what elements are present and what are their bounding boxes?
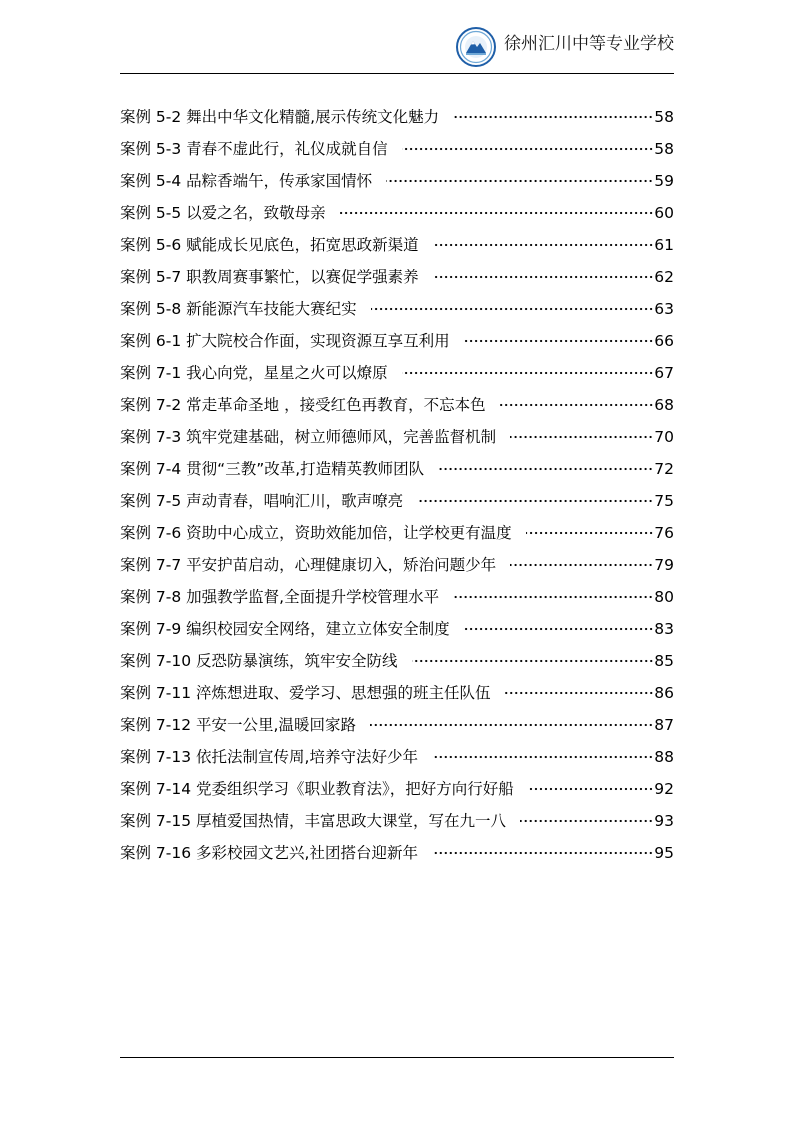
toc-entry-page-number: 87 — [654, 716, 674, 734]
school-name: 徐州汇川中等专业学校 — [504, 34, 674, 54]
toc-entry-title: 案例 7-4 贯彻“三教”改革,打造精英教师团队 — [120, 460, 425, 478]
toc-entry[interactable] — [120, 516, 674, 548]
toc-dot-leader — [370, 710, 653, 740]
toc-entry-title: 案例 7-13 依托法制宣传周,培养守法好少年 — [120, 748, 418, 766]
toc-dot-leader — [412, 646, 654, 676]
toc-dot-leader — [417, 486, 653, 516]
toc-dot-leader — [500, 390, 654, 420]
toc-dot-leader — [371, 294, 654, 324]
toc-entry-title: 案例 7-15 厚植爱国热情，丰富思政大课堂，写在九一八 — [120, 812, 507, 830]
toc-entry-page-number: 83 — [654, 620, 674, 638]
toc-dot-leader — [520, 806, 653, 836]
footer-divider — [120, 1057, 674, 1058]
toc-entry[interactable] — [120, 132, 674, 164]
toc-entry-page-number: 88 — [654, 748, 674, 766]
toc-dot-leader — [432, 742, 653, 772]
toc-entry-title: 案例 7-16 多彩校园文艺兴,社团搭台迎新年 — [120, 844, 418, 862]
toc-dot-leader — [386, 166, 653, 196]
toc-dot-leader — [438, 454, 653, 484]
toc-entry[interactable] — [120, 644, 674, 676]
toc-entry-page-number: 66 — [654, 332, 674, 350]
toc-entry-page-number: 75 — [654, 492, 674, 510]
toc-entry-title: 案例 7-8 加强教学监督,全面提升学校管理水平 — [120, 588, 440, 606]
toc-dot-leader — [464, 614, 654, 644]
toc-entry-title: 案例 5-7 职教周赛事繁忙，以赛促学强素养 — [120, 268, 419, 286]
toc-entry[interactable] — [120, 164, 674, 196]
toc-entry-page-number: 58 — [654, 140, 674, 158]
table-of-contents — [120, 100, 674, 868]
toc-entry[interactable] — [120, 324, 674, 356]
toc-entry-page-number: 72 — [654, 460, 674, 478]
toc-entry-title: 案例 7-12 平安一公里,温暖回家路 — [120, 716, 356, 734]
toc-entry[interactable] — [120, 388, 674, 420]
toc-entry-title: 案例 7-6 资助中心成立，资助效能加倍，让学校更有温度 — [120, 524, 512, 542]
toc-entry-title: 案例 5-3 青春不虚此行，礼仪成就自信 — [120, 140, 388, 158]
toc-entry[interactable] — [120, 580, 674, 612]
toc-entry-title: 案例 7-3 筑牢党建基础，树立师德师风，完善监督机制 — [120, 428, 497, 446]
school-emblem-icon — [456, 27, 496, 67]
toc-entry[interactable] — [120, 484, 674, 516]
toc-entry[interactable] — [120, 676, 674, 708]
toc-entry-title: 案例 7-2 常走革命圣地 ，接受红色再教育，不忘本色 — [120, 396, 486, 414]
toc-entry[interactable] — [120, 228, 674, 260]
toc-entry[interactable] — [120, 420, 674, 452]
toc-entry-page-number: 95 — [654, 844, 674, 862]
toc-dot-leader — [510, 550, 653, 580]
toc-dot-leader — [432, 838, 653, 868]
toc-entry-page-number: 70 — [654, 428, 674, 446]
toc-entry[interactable] — [120, 836, 674, 868]
toc-entry[interactable] — [120, 612, 674, 644]
toc-entry-page-number: 60 — [654, 204, 674, 222]
toc-dot-leader — [453, 582, 653, 612]
toc-dot-leader — [433, 230, 654, 260]
toc-dot-leader — [453, 102, 653, 132]
toc-entry-page-number: 62 — [654, 268, 674, 286]
toc-entry-page-number: 61 — [654, 236, 674, 254]
toc-entry-title: 案例 7-11 淬炼想进取、爱学习、思想强的班主任队伍 — [120, 684, 491, 702]
toc-entry-page-number: 85 — [654, 652, 674, 670]
toc-dot-leader — [528, 774, 653, 804]
toc-dot-leader — [340, 198, 654, 228]
toc-entry-page-number: 67 — [654, 364, 674, 382]
toc-dot-leader — [505, 678, 654, 708]
toc-entry[interactable] — [120, 708, 674, 740]
toc-entry[interactable] — [120, 740, 674, 772]
toc-entry[interactable] — [120, 548, 674, 580]
toc-entry[interactable] — [120, 260, 674, 292]
toc-entry-title: 案例 7-14 党委组织学习《职业教育法》，把好方向行好船 — [120, 780, 514, 798]
toc-dot-leader — [510, 422, 653, 452]
toc-entry[interactable] — [120, 452, 674, 484]
toc-entry[interactable] — [120, 196, 674, 228]
toc-entry-page-number: 76 — [654, 524, 674, 542]
header-divider — [120, 73, 674, 74]
toc-entry-title: 案例 5-4 品粽香端午，传承家国情怀 — [120, 172, 373, 190]
toc-entry-title: 案例 7-1 我心向党，星星之火可以燎原 — [120, 364, 388, 382]
toc-entry-page-number: 80 — [654, 588, 674, 606]
toc-entry[interactable] — [120, 772, 674, 804]
toc-dot-leader — [402, 134, 654, 164]
toc-entry[interactable] — [120, 292, 674, 324]
toc-entry-page-number: 58 — [654, 108, 674, 126]
toc-entry-title: 案例 5-2 舞出中华文化精髓,展示传统文化魅力 — [120, 108, 440, 126]
toc-entry-title: 案例 5-8 新能源汽车技能大赛纪实 — [120, 300, 357, 318]
page-header — [120, 20, 674, 74]
toc-entry-title: 案例 6-1 扩大院校合作面，实现资源互享互利用 — [120, 332, 450, 350]
toc-entry-title: 案例 7-9 编织校园安全网络，建立立体安全制度 — [120, 620, 450, 638]
toc-entry-page-number: 86 — [654, 684, 674, 702]
toc-entry-title: 案例 7-7 平安护苗启动，心理健康切入，矫治问题少年 — [120, 556, 497, 574]
toc-entry-title: 案例 7-5 声动青春，唱响汇川，歌声嘹亮 — [120, 492, 404, 510]
toc-dot-leader — [464, 326, 654, 356]
toc-entry[interactable] — [120, 100, 674, 132]
toc-entry-page-number: 92 — [654, 780, 674, 798]
toc-entry[interactable] — [120, 804, 674, 836]
toc-entry-page-number: 79 — [654, 556, 674, 574]
toc-entry-page-number: 68 — [654, 396, 674, 414]
toc-entry-title: 案例 5-6 赋能成长见底色，拓宽思政新渠道 — [120, 236, 419, 254]
toc-entry-page-number: 59 — [654, 172, 674, 190]
toc-entry-title: 案例 5-5 以爱之名，致敬母亲 — [120, 204, 326, 222]
toc-entry-title: 案例 7-10 反恐防暴演练，筑牢安全防线 — [120, 652, 398, 670]
toc-entry[interactable] — [120, 356, 674, 388]
toc-dot-leader — [433, 262, 654, 292]
toc-entry-page-number: 93 — [654, 812, 674, 830]
toc-dot-leader — [402, 358, 654, 388]
toc-entry-page-number: 63 — [654, 300, 674, 318]
toc-dot-leader — [526, 518, 654, 548]
